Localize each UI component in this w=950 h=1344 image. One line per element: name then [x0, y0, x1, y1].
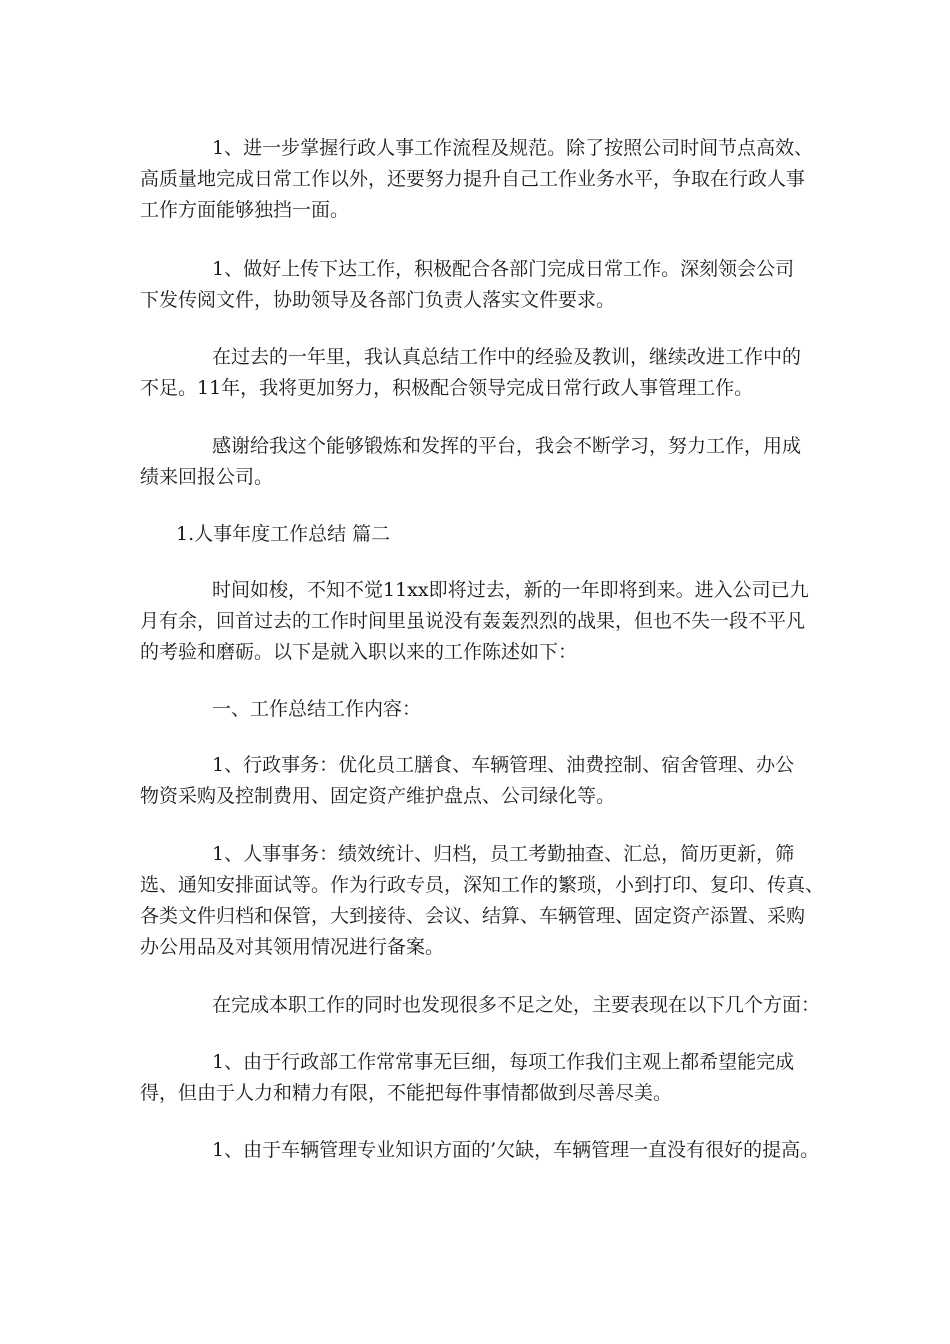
text-line: 绩来回报公司。	[140, 466, 274, 488]
paragraph-detail-work	[140, 1047, 830, 1109]
text-line: 高质量地完成日常工作以外，还要努力提升自己工作业务水平，争取在行政人事	[140, 168, 806, 190]
text-line: 在完成本职工作的同时也发现很多不足之处，主要表现在以下几个方面：	[212, 994, 821, 1016]
paragraph-intro	[140, 575, 830, 668]
text-line: 感谢给我这个能够锻炼和发挥的平台，我会不断学习，努力工作，用成	[212, 435, 802, 457]
subheading-work-content	[140, 694, 830, 725]
paragraph-shortcomings	[140, 990, 830, 1021]
text-line: 办公用品及对其领用情况进行备案。	[140, 936, 445, 958]
text-line: 下发传阅文件，协助领导及各部门负责人落实文件要求。	[140, 289, 616, 311]
text-line: 工作方面能够独挡一面。	[140, 199, 350, 221]
paragraph-communication	[140, 254, 830, 316]
text-line: 1、由于行政部工作常常事无巨细，每项工作我们主观上都希望能完成	[212, 1051, 795, 1073]
paragraph-work-process	[140, 133, 830, 226]
text-line: 选、通知安排面试等。作为行政专员，深知工作的繁琐，小到打印、复印、传真、	[140, 874, 825, 896]
text-line: 物资采购及控制费用、固定资产维护盘点、公司绿化等。	[140, 785, 616, 807]
text-line: 月有余，回首过去的工作时间里虽说没有轰轰烈烈的战果，但也不失一段不平凡	[140, 610, 806, 632]
paragraph-hr-affairs	[140, 839, 830, 963]
text-line: 得，但由于人力和精力有限，不能把每件事情都做到尽善尽美。	[140, 1082, 673, 1104]
paragraph-past-year	[140, 342, 830, 404]
text-line: 一、工作总结工作内容：	[212, 698, 422, 720]
text-line: 1、人事事务：绩效统计、归档，员工考勤抽查、汇总，简历更新，筛	[212, 843, 795, 865]
paragraph-vehicle-management	[140, 1135, 830, 1166]
text-line: 1、进一步掌握行政人事工作流程及规范。除了按照公司时间节点高效、	[212, 137, 814, 159]
text-line: 各类文件归档和保管，大到接待、会议、结算、车辆管理、固定资产添置、采购	[140, 905, 806, 927]
text-line: 不足。11年，我将更加努力，积极配合领导完成日常行政人事管理工作。	[140, 377, 754, 399]
paragraph-admin-affairs	[140, 750, 830, 812]
text-line: 1、做好上传下达工作，积极配合各部门完成日常工作。深刻领会公司	[212, 258, 795, 280]
section-heading	[140, 519, 830, 550]
text-line: 时间如梭，不知不觉11xx即将过去，新的一年即将到来。进入公司已九	[212, 579, 809, 601]
heading-text: 1.人事年度工作总结 篇二	[176, 523, 391, 545]
text-line: 的考验和磨砺。以下是就入职以来的工作陈述如下：	[140, 641, 578, 663]
text-line: 在过去的一年里，我认真总结工作中的经验及教训，继续改进工作中的	[212, 346, 802, 368]
text-line: 1、行政事务：优化员工膳食、车辆管理、油费控制、宿舍管理、办公	[212, 754, 795, 776]
text-line: 1、由于车辆管理专业知识方面的’欠缺，车辆管理一直没有很好的提高。	[212, 1139, 820, 1161]
paragraph-thanks	[140, 431, 830, 493]
